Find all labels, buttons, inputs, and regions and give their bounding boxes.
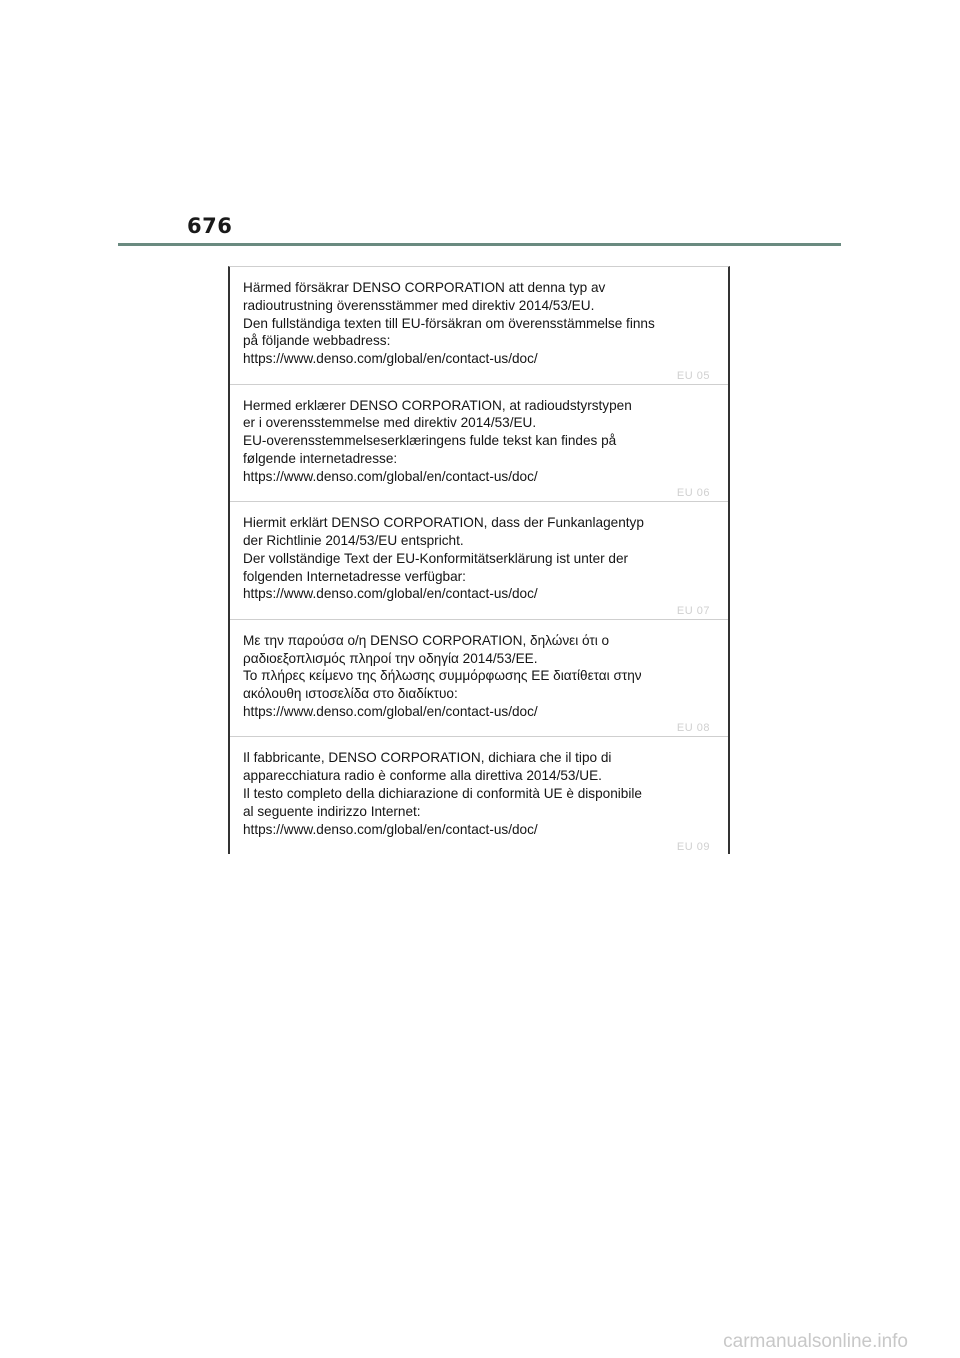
declaration-block-it (230, 737, 728, 855)
header-rule (118, 243, 841, 246)
block-code: EU 07 (676, 604, 710, 617)
declaration-line: Härmed försäkrar DENSO CORPORATION att denna typ av (243, 280, 606, 295)
declaration-line: folgenden Internetadresse verfügbar: (243, 568, 466, 584)
block-code: EU 06 (676, 487, 710, 500)
declaration-url: https://www.denso.com/global/en/contact-us/doc/ (243, 468, 538, 484)
declaration-line: radioutrustning överensstämmer med direktiv 2014/53/EU. (243, 297, 595, 313)
declaration-line: Hermed erklærer DENSO CORPORATION, at radioudstyrstypen (243, 397, 632, 413)
block-code: EU 09 (676, 840, 710, 853)
declaration-url: https://www.denso.com/global/en/contact-us/doc/ (243, 703, 538, 719)
declaration-line: der Richtlinie 2014/53/EU entspricht. (243, 532, 464, 548)
declaration-line: apparecchiatura radio è conforme alla direttiva 2014/53/UE. (243, 768, 602, 784)
watermark: carmanualsonline.info (723, 1331, 908, 1352)
declaration-line: Il fabbricante, DENSO CORPORATION, dichiara che il tipo di (243, 750, 612, 766)
declaration-line: Den fullständiga texten till EU-försäkran om överensstämmelse finns (243, 315, 655, 331)
declaration-line: EU-overensstemmelseserklæringens fulde tekst kan findes på (243, 433, 617, 449)
declaration-line: følgende internetadresse: (243, 450, 398, 466)
declaration-line: Με την παρούσα ο/η DENSO CORPORATION, δηλώνει ότι ο (243, 632, 610, 648)
declaration-line: ακόλουθη ιστοσελίδα στο διαδίκτυο: (243, 686, 458, 702)
declaration-line: Der vollständige Text der EU-Konformitätserklärung ist unter der (243, 550, 629, 566)
declaration-block-el (230, 620, 728, 738)
declaration-url: https://www.denso.com/global/en/contact-us/doc/ (243, 586, 538, 602)
declaration-line: Hiermit erklärt DENSO CORPORATION, dass der Funkanlagentyp (243, 515, 644, 531)
declaration-block-de (230, 502, 728, 620)
block-code: EU 08 (676, 722, 710, 735)
declaration-block-sv (230, 267, 728, 385)
declaration-url: https://www.denso.com/global/en/contact-us/doc/ (243, 351, 538, 367)
declaration-line: er i overensstemmelse med direktiv 2014/53/EU. (243, 415, 537, 431)
declaration-line: al seguente indirizzo Internet: (243, 803, 421, 819)
declaration-line: Il testo completo della dichiarazione di conformità UE è disponibile (243, 785, 642, 801)
declaration-text (243, 397, 713, 486)
declaration-url: https://www.denso.com/global/en/contact-us/doc/ (243, 821, 538, 837)
declaration-line: på följande webbadress: (243, 333, 391, 349)
declaration-text (243, 749, 713, 838)
declaration-text (243, 632, 713, 721)
declaration-line: Το πλήρες κείμενο της δήλωσης συμμόρφωσης ΕΕ διατίθεται στην (243, 668, 642, 684)
declaration-line: ραδιοεξοπλισμός πληροί την οδηγία 2014/53/ΕΕ. (243, 650, 538, 666)
declaration-panel (228, 266, 730, 854)
page-number: 676 (187, 214, 233, 238)
declaration-block-da (230, 385, 728, 503)
block-code: EU 05 (676, 369, 710, 382)
declaration-text (243, 279, 713, 368)
declaration-text (243, 514, 713, 603)
